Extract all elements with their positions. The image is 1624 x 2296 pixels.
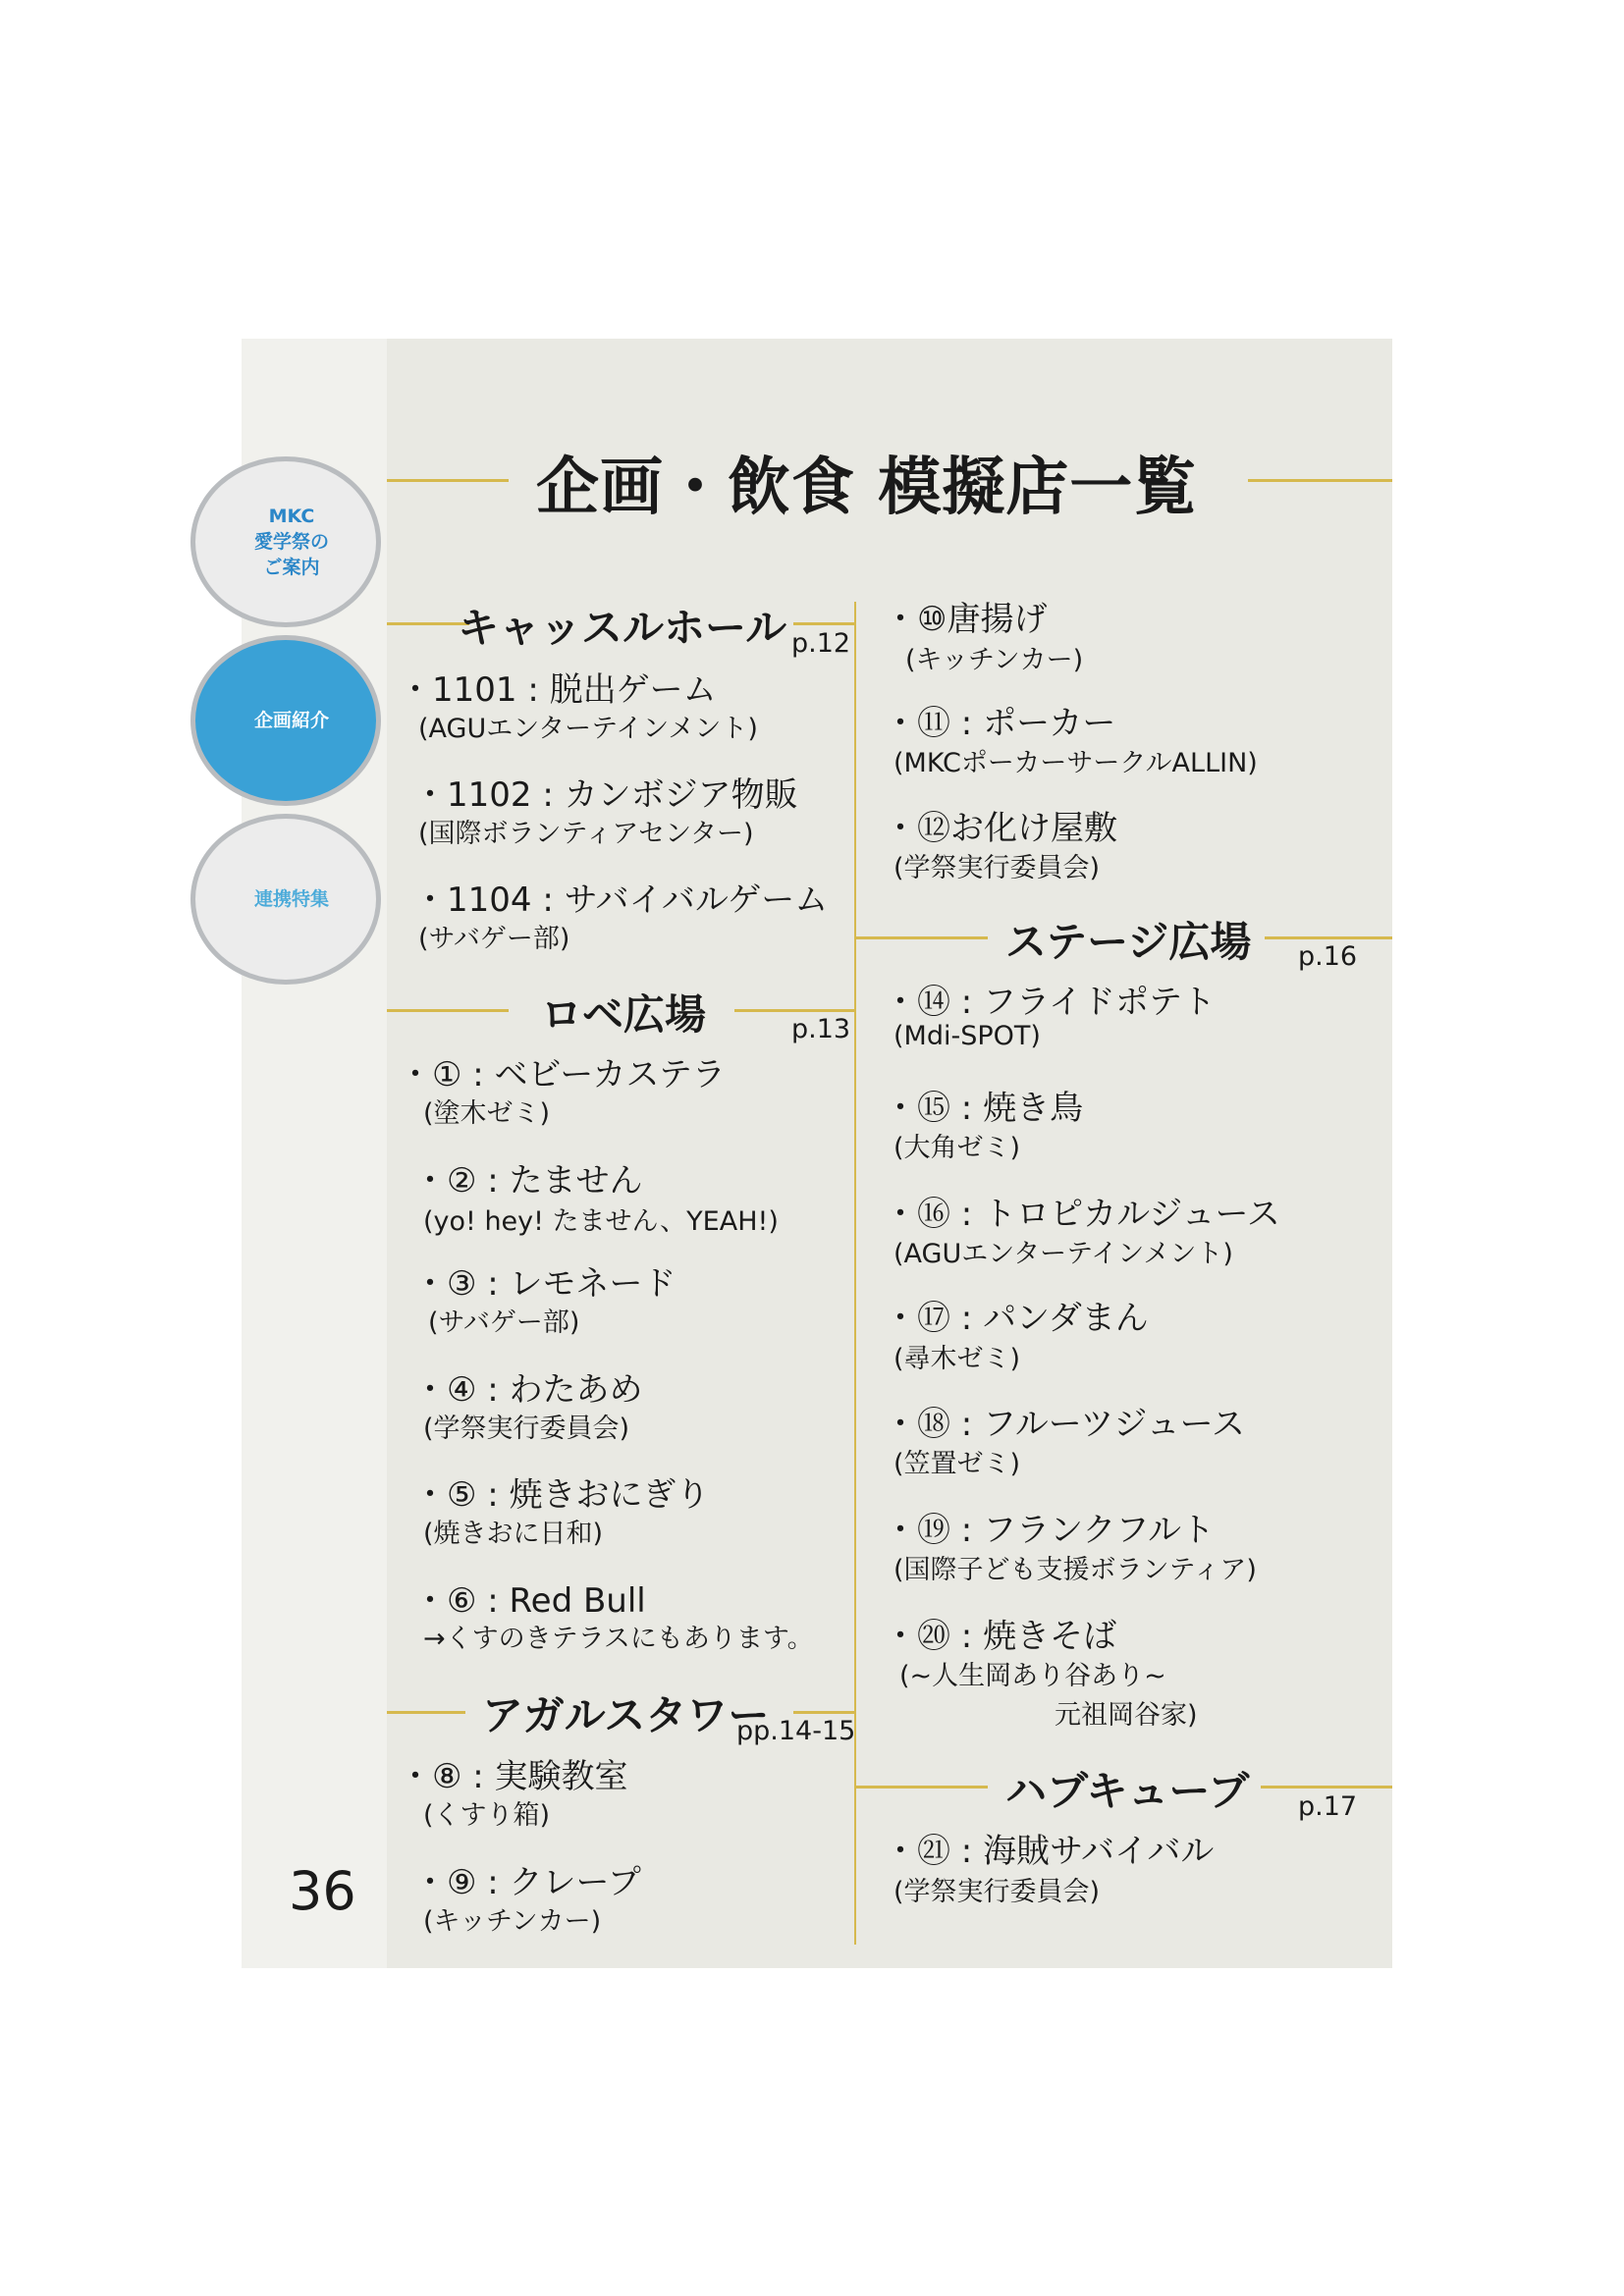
section-rule (793, 622, 854, 625)
list-item-org: (サバゲー部) (428, 1308, 580, 1338)
tab-label-line: MKC (268, 506, 315, 527)
list-item-org: (尋木ゼミ) (893, 1344, 1021, 1374)
section-rule (1261, 1786, 1392, 1789)
section-rule (856, 936, 988, 939)
title-rule-right (1248, 479, 1392, 482)
list-item: ・⑳ : 焼きそば (884, 1617, 1117, 1656)
section-page-ref: p.17 (1298, 1791, 1358, 1822)
list-item: ・① : ベビーカステラ (399, 1055, 726, 1095)
section-page-ref: p.16 (1298, 941, 1358, 972)
section-rule (1265, 936, 1392, 939)
tab-collab-feature[interactable] (190, 814, 381, 985)
list-item-org: (笠置ゼミ) (893, 1449, 1021, 1479)
list-item-org: (学祭実行委員会) (423, 1414, 630, 1444)
section-title-hub-cube: ハブキューブ (1005, 1767, 1250, 1815)
list-item-org: (国際ボランティアセンター) (418, 819, 754, 849)
section-rule (734, 1009, 854, 1012)
list-item-org: (焼きおに日和) (423, 1519, 604, 1549)
list-item-org: (サバゲー部) (418, 924, 570, 954)
list-item-org: (キッチンカー) (905, 645, 1084, 675)
list-item: ・⑫お化け屋敷 (884, 809, 1117, 848)
section-title-castle-hall: キャッスルホール (458, 604, 787, 652)
list-item-note: →くすのきテラスにもあります。 (423, 1624, 814, 1654)
list-item-org: (~人生岡あり谷あり~ (899, 1661, 1166, 1691)
list-item: ・⑮ : 焼き鳥 (884, 1089, 1084, 1128)
tab-mkc-guide[interactable] (190, 456, 381, 627)
list-item-org: (塗木ゼミ) (423, 1098, 551, 1129)
list-item-org: (国際子ども支援ボランティア) (893, 1555, 1257, 1585)
list-item: ・② : たません (413, 1161, 643, 1201)
tab-label: 連携特集 (253, 888, 329, 910)
list-item: ・⑤ : 焼きおにぎり (413, 1475, 710, 1515)
section-page-ref: pp.14-15 (736, 1716, 856, 1746)
list-item: ・⑭ : フライドポテト (884, 983, 1217, 1022)
list-item: ・⑩唐揚げ (884, 600, 1048, 639)
list-item-org: (キッチンカー) (423, 1906, 602, 1937)
list-item-org: (Mdi-SPOT) (893, 1021, 1041, 1051)
list-item: ・⑲ : フランクフルト (884, 1511, 1216, 1550)
list-item-org: (AGUエンターテインメント) (893, 1239, 1233, 1269)
section-page-ref: p.12 (791, 628, 851, 659)
list-item: ・⑰ : パンダまん (884, 1299, 1149, 1338)
tab-label-line: 愛学祭の (253, 531, 329, 553)
section-rule (387, 1009, 509, 1012)
list-item: ・⑧ : 実験教室 (399, 1757, 628, 1796)
list-item: ・㉑ : 海賊サバイバル (884, 1832, 1215, 1871)
list-item-org: (AGUエンターテインメント) (418, 714, 758, 744)
list-item: ・③ : レモネード (413, 1264, 677, 1304)
section-rule (856, 1786, 988, 1789)
list-item-org-line2: 元祖岡谷家) (1055, 1700, 1198, 1731)
list-item-org: (学祭実行委員会) (893, 1877, 1101, 1907)
list-item-org: (大角ゼミ) (893, 1133, 1021, 1163)
tab-label: 企画紹介 (253, 710, 329, 731)
tab-project-intro[interactable] (190, 635, 381, 806)
list-item-org: (くすり箱) (423, 1800, 551, 1831)
section-rule (793, 1711, 854, 1714)
section-title-agarus-tower: アガルスタワー (482, 1691, 770, 1739)
page-title: 企画・飲食 模擬店一覧 (536, 452, 1198, 524)
title-rule-left (387, 479, 509, 482)
list-item: ・⑥ : Red Bull (413, 1581, 646, 1621)
list-item: ・⑱ : フルーツジュース (884, 1405, 1245, 1444)
list-item: ・④ : わたあめ (413, 1370, 643, 1410)
section-title-robe-plaza: ロベ広場 (541, 990, 707, 1039)
list-item-org: (MKCポーカーサークルALLIN) (893, 748, 1258, 778)
list-item: ・1104 : サバイバルゲーム (413, 881, 829, 920)
list-item-org: (yo! hey! たません、YEAH!) (423, 1206, 779, 1237)
brochure-page (242, 339, 1392, 1968)
section-rule (387, 1711, 465, 1714)
list-item: ・1101 : 脱出ゲーム (399, 670, 717, 710)
list-item-org: (学祭実行委員会) (893, 853, 1101, 883)
list-item: ・1102 : カンボジア物販 (413, 775, 798, 815)
section-page-ref: p.13 (791, 1014, 851, 1044)
list-item: ・⑯ : トロピカルジュース (884, 1195, 1280, 1234)
list-item: ・⑪ : ポーカー (884, 704, 1116, 743)
section-title-stage-plaza: ステージ広場 (1005, 918, 1252, 966)
tab-label-line: ご案内 (263, 557, 320, 578)
page-number: 36 (289, 1860, 356, 1922)
list-item: ・⑨ : クレープ (413, 1863, 641, 1902)
